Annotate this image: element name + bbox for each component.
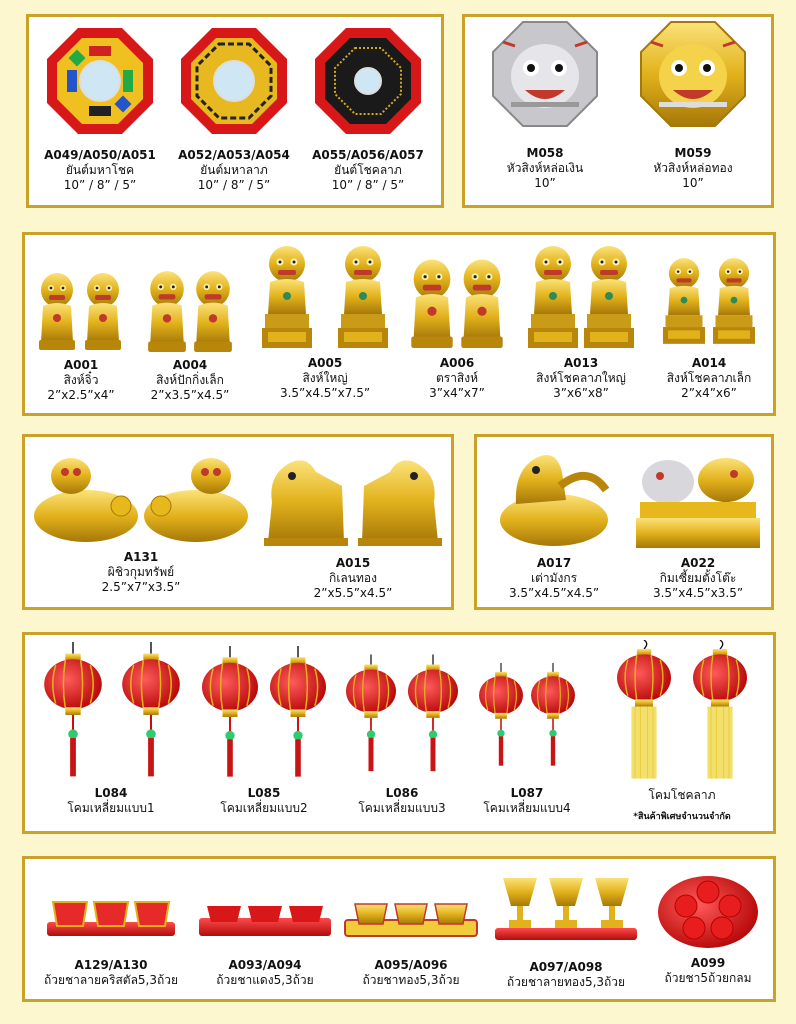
- product-size: 3.5”x4.5”x7.5”: [279, 386, 371, 400]
- product-code: A131: [123, 550, 159, 564]
- lion-statue-pair-icon: [526, 240, 636, 352]
- product-code: A097/A098: [529, 960, 603, 974]
- product-a099[interactable]: [648, 870, 768, 986]
- product-name: โคมเหลี่ยมแบบ3: [358, 801, 446, 815]
- product-l085[interactable]: [196, 646, 332, 816]
- product-code: M059: [674, 146, 712, 160]
- product-size: 2”x4”x6”: [681, 386, 737, 400]
- product-name: สิงห์ใหญ่: [302, 371, 348, 385]
- lion-statue-pair-icon: [252, 240, 398, 352]
- product-code: A052/A053/A054: [178, 148, 290, 162]
- product-code: A014: [691, 356, 727, 370]
- product-a055[interactable]: [298, 26, 438, 193]
- tea-cup-set-icon: [197, 896, 333, 942]
- product-size: 3.5”x4.5”x4.5”: [508, 586, 600, 600]
- product-name: หัวสิงห์หล่อเงิน: [506, 161, 584, 175]
- product-name: ยันต์มหาโชค: [65, 163, 135, 177]
- dragon-turtle-icon: [496, 444, 612, 552]
- product-code: A049/A050/A051: [44, 148, 156, 162]
- product-size: 2”x5.5”x4.5”: [313, 586, 393, 600]
- lion-statue-pair-icon: [33, 268, 129, 352]
- lantern-pair-icon: [199, 646, 329, 786]
- product-code: A013: [563, 356, 599, 370]
- product-code: A099: [690, 956, 726, 970]
- lantern-pair-icon: [342, 648, 462, 786]
- bagua-mirror-gold-icon: [179, 26, 289, 136]
- product-code: M058: [526, 146, 564, 160]
- product-name: โคมเหลี่ยมแบบ1: [67, 801, 155, 815]
- product-code: A022: [680, 556, 716, 570]
- product-a015[interactable]: [256, 446, 450, 601]
- product-name: ยันต์โชคลาภ: [334, 163, 402, 177]
- product-name: สิงห์โชคลาภเล็ก: [666, 371, 752, 385]
- product-code: A129/A130: [74, 958, 148, 972]
- product-a004[interactable]: [130, 266, 250, 403]
- product-a049[interactable]: [30, 26, 170, 193]
- product-size: 10”: [534, 176, 556, 190]
- product-name: ถ้วยชาลายทอง5,3ถ้วย: [506, 975, 626, 989]
- limited-edition-note: *สินค้าพิเศษจำนวนจำกัด: [633, 812, 731, 822]
- product-name: ยันต์มหาลาภ: [200, 163, 268, 177]
- product-size: 2”x3.5”x4.5”: [150, 388, 230, 402]
- product-code: A017: [536, 556, 572, 570]
- pixiu-pair-icon: [31, 446, 251, 546]
- lion-statue-pair-icon: [407, 250, 507, 352]
- product-size: 2”x2.5”x4”: [47, 388, 115, 402]
- product-size: 3”x4”x7”: [429, 386, 485, 400]
- product-code: A093/A094: [228, 958, 302, 972]
- product-code: L087: [510, 786, 544, 800]
- product-name: ถ้วยชาทอง5,3ถ้วย: [362, 973, 460, 987]
- product-name: เต่ามังกร: [530, 571, 578, 585]
- goblet-cup-set-icon: [491, 872, 641, 944]
- product-name: โคมโชคลาภ: [648, 788, 716, 802]
- lion-head-silver-icon: [489, 18, 601, 130]
- product-size: 10” / 8” / 5”: [197, 178, 271, 192]
- product-a017[interactable]: [484, 444, 624, 601]
- product-name: สิงห์โชคลาภใหญ่: [536, 371, 626, 385]
- lion-statue-pair-icon: [142, 266, 238, 352]
- product-size: 10” / 8” / 5”: [331, 178, 405, 192]
- product-name: กิมเซี้ยมตั้งโต๊ะ: [659, 571, 737, 585]
- round-tea-tray-icon: [656, 870, 760, 950]
- qilin-pair-icon: [258, 446, 448, 552]
- product-code: A015: [335, 556, 371, 570]
- product-a013[interactable]: [516, 240, 646, 401]
- product-name: โคมเหลี่ยมแบบ4: [483, 801, 571, 815]
- product-code: A095/A096: [374, 958, 448, 972]
- product-a001[interactable]: [26, 268, 136, 403]
- product-name: โคมเหลี่ยมแบบ2: [220, 801, 308, 815]
- product-name: กิเลนทอง: [329, 571, 377, 585]
- product-name: ผิชิวกุมทรัพย์: [107, 565, 175, 579]
- product-a006[interactable]: [402, 250, 512, 401]
- product-name: สิงห์จิ๋ว: [63, 373, 99, 387]
- product-code: A004: [172, 358, 208, 372]
- lion-head-gold-icon: [637, 18, 749, 130]
- product-code: A001: [63, 358, 99, 372]
- product-a097[interactable]: [488, 872, 644, 990]
- product-name: หัวสิงห์หล่อทอง: [653, 161, 733, 175]
- product-a022[interactable]: [628, 448, 768, 601]
- money-toad-icon: [634, 448, 762, 552]
- lantern-pair-icon: [38, 642, 184, 786]
- product-a014[interactable]: [644, 248, 774, 401]
- tea-cup-set-icon: [343, 896, 479, 942]
- product-name: ถ้วยชาแดง5,3ถ้วย: [216, 973, 314, 987]
- product-size: 3”x6”x8”: [553, 386, 609, 400]
- tall-lantern-pair-icon: [607, 640, 757, 784]
- product-code: L086: [385, 786, 419, 800]
- product-size: 10” / 8” / 5”: [63, 178, 137, 192]
- product-l086[interactable]: [340, 648, 464, 816]
- product-code: L085: [247, 786, 281, 800]
- product-size: 2.5”x7”x3.5”: [101, 580, 181, 594]
- lantern-pair-icon: [477, 650, 577, 786]
- product-l087[interactable]: [470, 650, 584, 816]
- product-code: L084: [94, 786, 128, 800]
- product-name: สิงห์ปักกิ่งเล็ก: [156, 373, 224, 387]
- tea-cup-set-icon: [43, 890, 179, 942]
- product-code: A055/A056/A057: [312, 148, 424, 162]
- product-size: 3.5”x4.5”x3.5”: [652, 586, 744, 600]
- product-a005[interactable]: [250, 240, 400, 401]
- product-code: A006: [439, 356, 475, 370]
- product-a095[interactable]: [338, 896, 484, 988]
- product-m058[interactable]: [480, 18, 610, 191]
- bagua-mirror-black-icon: [313, 26, 423, 136]
- bagua-mirror-color-icon: [45, 26, 155, 136]
- lion-statue-pair-icon: [661, 248, 757, 352]
- product-name: ถ้วยชา5ถ้วยกลม: [664, 971, 752, 985]
- product-l084[interactable]: [36, 642, 186, 816]
- product-a052[interactable]: [164, 26, 304, 193]
- product-a131[interactable]: [30, 446, 252, 595]
- product-a093[interactable]: [196, 896, 334, 988]
- product-name: ถ้วยชาลายคริสตัล5,3ถ้วย: [43, 973, 179, 987]
- product-code: A005: [307, 356, 343, 370]
- product-a129[interactable]: [36, 890, 186, 988]
- product-lucky-lantern[interactable]: [602, 640, 762, 823]
- product-name: ตราสิงห์: [435, 371, 479, 385]
- product-m059[interactable]: [628, 18, 758, 191]
- product-size: 10”: [682, 176, 704, 190]
